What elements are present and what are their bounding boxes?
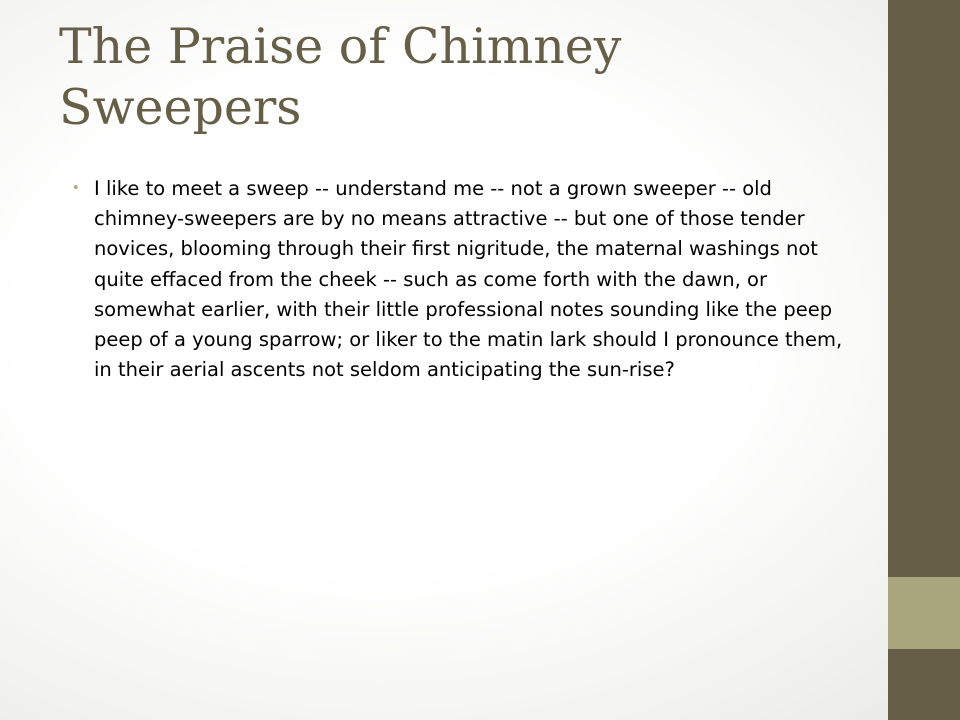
bullet-item (72, 174, 854, 385)
bullet-text: I like to meet a sweep -- understand me -- not a grown sweeper -- old chimney-sweepers are by no means attractive -- but one of those tender novices, blooming through their first nigritude, the maternal washings not quite effaced from the cheek -- such as come forth with the dawn, or somewhat earlier, with their little professional notes sounding like the peep peep of a young sparrow; or liker to the matin lark should I pronounce them, in their aerial ascents not seldom anticipating the sun-rise? (94, 177, 843, 382)
slide-title: The Praise of Chimney Sweepers (59, 18, 622, 136)
bullet-icon: • (72, 181, 80, 196)
decorative-sidebar-accent (888, 577, 960, 649)
slide-content (72, 174, 854, 385)
